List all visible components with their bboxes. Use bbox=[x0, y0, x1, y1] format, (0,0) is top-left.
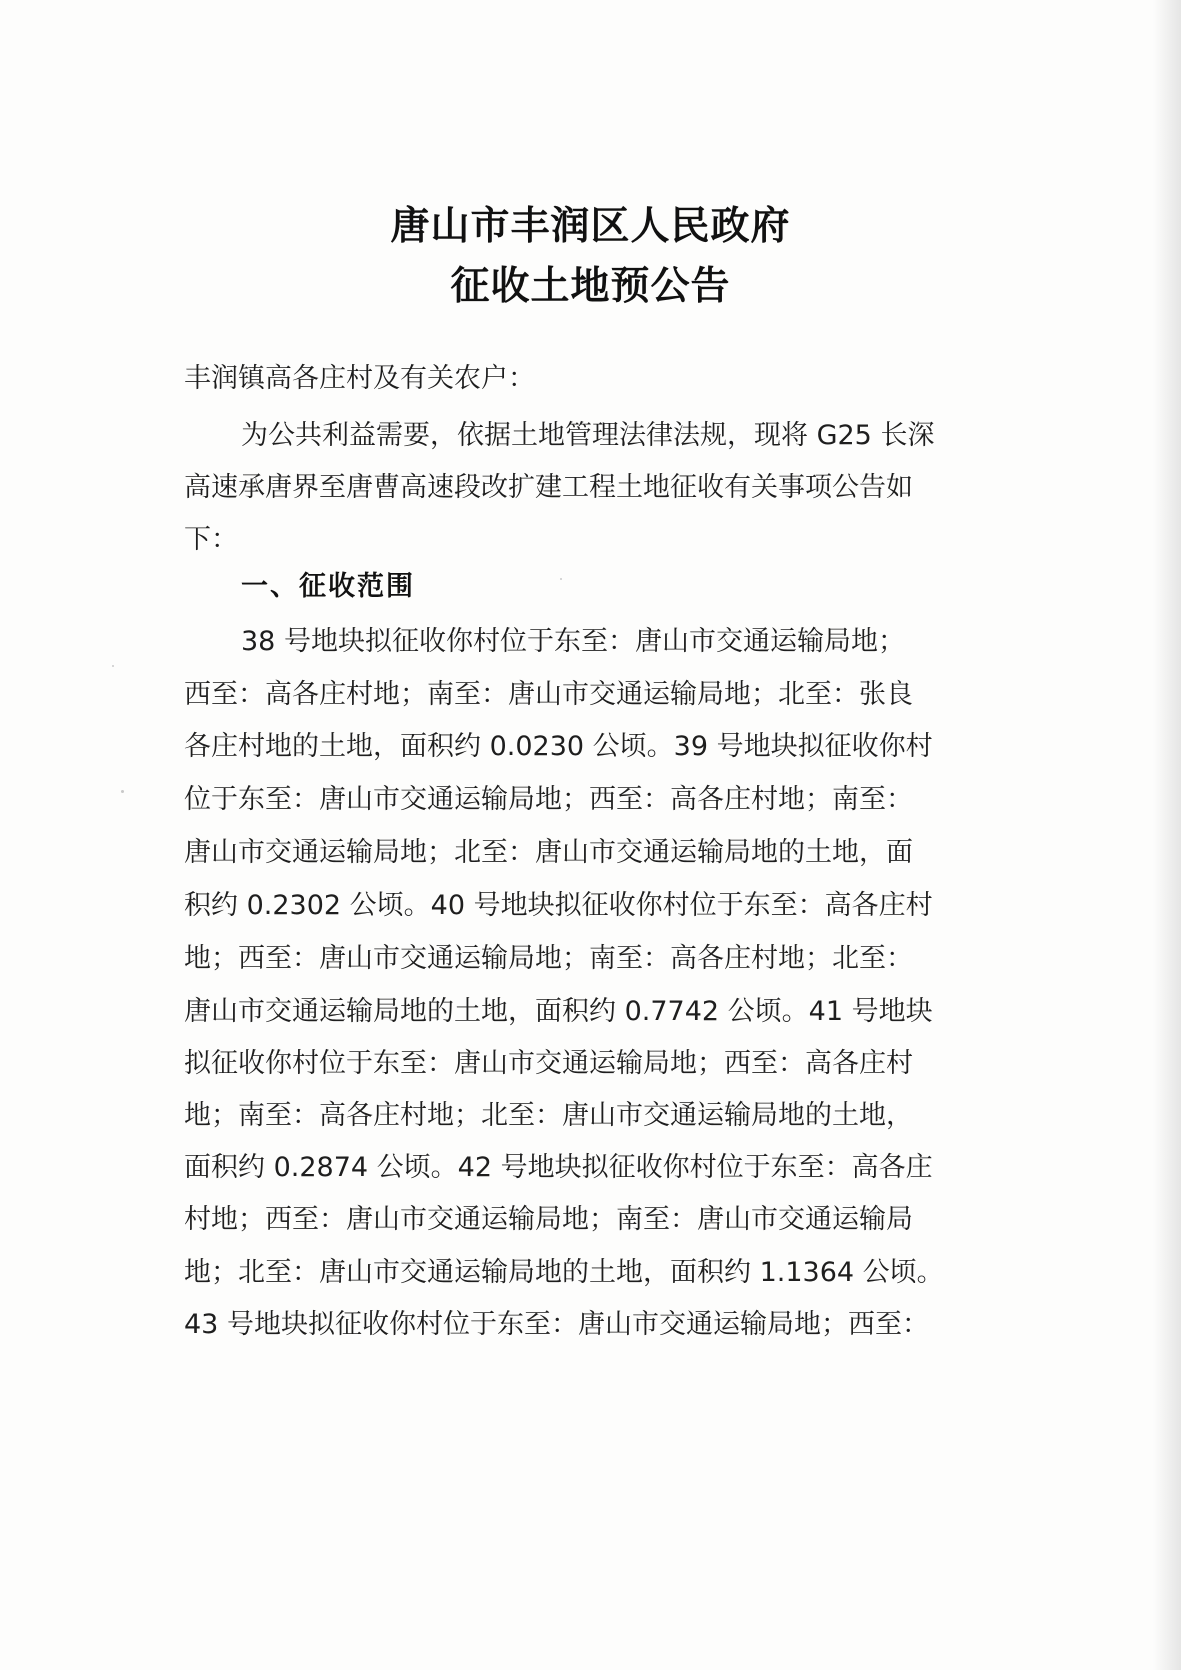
document-title-line-2: 征收土地预公告 bbox=[450, 263, 731, 309]
document-title-line-1: 唐山市丰润区人民政府 bbox=[390, 203, 791, 249]
body-line-4: 位于东至：唐山市交通运输局地；西至：高各庄村地；南至： bbox=[184, 784, 913, 815]
body-line-9: 拟征收你村位于东至：唐山市交通运输局地；西至：高各庄村 bbox=[184, 1048, 913, 1079]
body-line-2: 西至：高各庄村地；南至：唐山市交通运输局地；北至：张良 bbox=[184, 679, 913, 710]
intro-line-2: 高速承唐界至唐曹高速段改扩建工程土地征收有关事项公告如 bbox=[184, 472, 913, 503]
body-line-13: 地；北至：唐山市交通运输局地的土地，面积约 1.1364 公顷。 bbox=[184, 1257, 944, 1288]
body-line-1: 38 号地块拟征收你村位于东至：唐山市交通运输局地； bbox=[241, 626, 905, 657]
body-line-6: 积约 0.2302 公顷。40 号地块拟征收你村位于东至：高各庄村 bbox=[184, 890, 933, 921]
body-line-10: 地；南至：高各庄村地；北至：唐山市交通运输局地的土地， bbox=[184, 1100, 913, 1131]
scan-speck bbox=[112, 665, 114, 667]
body-line-8: 唐山市交通运输局地的土地，面积约 0.7742 公顷。41 号地块 bbox=[184, 996, 933, 1027]
body-line-11: 面积约 0.2874 公顷。42 号地块拟征收你村位于东至：高各庄 bbox=[184, 1152, 933, 1183]
body-line-7: 地；西至：唐山市交通运输局地；南至：高各庄村地；北至： bbox=[184, 943, 913, 974]
salutation: 丰润镇高各庄村及有关农户： bbox=[184, 363, 535, 394]
intro-line-1: 为公共利益需要，依据土地管理法律法规，现将 G25 长深 bbox=[241, 420, 935, 451]
scan-speck bbox=[121, 790, 124, 793]
intro-line-3: 下： bbox=[184, 524, 238, 555]
body-line-3: 各庄村地的土地，面积约 0.0230 公顷。39 号地块拟征收你村 bbox=[184, 731, 933, 762]
body-line-5: 唐山市交通运输局地；北至：唐山市交通运输局地的土地，面 bbox=[184, 837, 913, 868]
section-1-heading: 一、征收范围 bbox=[241, 571, 415, 602]
scan-speck bbox=[560, 578, 562, 580]
body-line-14: 43 号地块拟征收你村位于东至：唐山市交通运输局地；西至： bbox=[184, 1309, 929, 1340]
body-line-12: 村地；西至：唐山市交通运输局地；南至：唐山市交通运输局 bbox=[184, 1204, 913, 1235]
